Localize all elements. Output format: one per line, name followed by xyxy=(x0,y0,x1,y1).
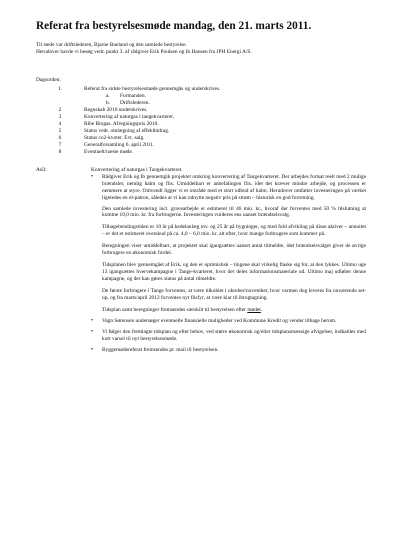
agenda-sub-letter: b. xyxy=(106,100,111,106)
section-label: Ad3: xyxy=(36,167,47,173)
agenda-item xyxy=(36,142,366,149)
agenda-text: Eventuelt/næste møde. xyxy=(84,149,134,155)
bullet-text: Byggemødereferat fremsendes pr. mail til bestyrelsen. xyxy=(102,347,219,354)
bullet-list xyxy=(91,174,366,202)
bullet-icon: • xyxy=(91,329,94,336)
agenda-text: Generalforsamling 6. april 2011. xyxy=(84,142,155,148)
bullet-item xyxy=(91,347,366,354)
agenda-text: Status co2-kvoter. Evt. salg. xyxy=(84,135,145,141)
intro-visitors: Herudover havde vi besøg vedr. punkt 3. af rådgiver Erik Poulsen og Ib Hansen fra JPH Energi A/S. xyxy=(36,49,252,56)
agenda-item xyxy=(36,149,366,156)
agenda-sub-text: Formanden. xyxy=(120,93,146,99)
section-heading: Konvertering af naturgas i Tangekvarteret. xyxy=(91,167,183,173)
bullet-icon: • xyxy=(91,318,94,325)
agenda-text: Referat fra sidste bestyrelsesmøde gennemgås og underskrives. xyxy=(84,86,221,92)
bullet-icon: • xyxy=(91,347,94,354)
agenda-number: 3 xyxy=(58,114,62,120)
agenda-sub-letter: a. xyxy=(106,93,110,99)
note-text: Tidsplan samt beregninger fremsendes særskilt til bestyrelsen efter xyxy=(102,306,248,313)
intro-attendees: Til stede var driftslederen, Bjarne Bueland og den samlede bestyrelse. xyxy=(36,42,187,48)
agenda-item xyxy=(36,114,366,121)
agenda-item xyxy=(36,107,366,114)
bullet-item xyxy=(91,329,366,343)
intro-block xyxy=(36,42,252,57)
agenda-number: 7 xyxy=(58,142,62,148)
agenda-text: Konvertering af naturgas i tangekvarteret. xyxy=(84,114,175,120)
agenda-number: 5 xyxy=(58,128,62,134)
agenda-number: 4 xyxy=(58,121,62,127)
agenda-text: Ribe Biogas. Afregningspris 2010. xyxy=(84,121,159,127)
bullet-list xyxy=(91,318,366,354)
note-end: . xyxy=(260,306,263,313)
agenda-item xyxy=(36,86,366,93)
agenda-subitem xyxy=(36,93,366,100)
agenda-text: Regnskab 2010 underskrives. xyxy=(84,107,148,113)
agenda-item xyxy=(36,128,366,135)
bullet-text: Vi følger den fremlagte tidsplan og efter behov, ved større økonomisk og/eller tidsplansmæssige afvigelser, indkaldes med kort varsel til nyt bestyrelsesmøde. xyxy=(102,329,366,343)
agenda-number: 2 xyxy=(58,107,62,113)
paragraph-schedule-note xyxy=(102,307,366,314)
section-ad3 xyxy=(36,167,366,358)
bullet-text: Rådgiver Erik og Ib gennemgik projektet omkring konvertering af Tangekvarteret. Der arbejdes fortsat reelt med 2 mulige brændsler, nemlig halm og flis. Umiddelbart er anbefalingen flis, idet det kræver mindre arbejde, og processen er nemmere at styre. Omvendt ligger vi et område med et stort udbud af halm. Herudover omfatter investeringen på værket ligeledes en el-patron, således at vi kan udnytte negativ pris på strøm – historisk en god forretning. xyxy=(102,173,366,201)
agenda-number: 1. xyxy=(57,86,63,92)
bullet-item xyxy=(91,174,366,202)
note-underlined: mødet xyxy=(247,306,261,313)
paragraph-first-consumers: De første forbrugere i Tange forventes, at være tilkoblet i oktober/november, hvor varmen dog leveres fra nuværende set-up, og fra marts/april 2012 forventes nyt flisfyr, at være klar til ibrugtagning. xyxy=(102,287,366,301)
paragraph-schedule: Tidsplanen blev gennemgået af Erik, og den er optimistisk – tingene skal virkelig flaske sig for, at den lykkes. Ultimo uge 13 igangsættes hvervekampagne i Tange-kvarteret, hvor der deles informationsmateriale ud. Ultimo maj udløber denne kampagne, og der kan gøres status på antal tilmeldte. xyxy=(102,261,366,282)
agenda-heading: Dagsorden: xyxy=(36,77,61,83)
bullet-text: Vagn Sørensen undersøger eventuelle finansielle muligheder ved Kommune Kredit og vender tilbage herom. xyxy=(102,318,337,325)
paragraph-payback: Tilbagebetalingstiden er 10 år på kedelanlæg mv. og 25 år på bygninger, og med fuld afvikling på disse aktiver – annuitet – er det et estimeret overskud på ca. 4,0 – 6,0 mio. kr. alt efter, hvor mange forbrugere som kommer på. xyxy=(102,224,366,238)
agenda-text: Status vedr. omlægning af effektbidrag. xyxy=(84,128,170,134)
agenda-subitem xyxy=(36,100,366,107)
bullet-icon: • xyxy=(91,173,94,180)
agenda-number: 6 xyxy=(58,135,62,141)
agenda-number: 8 xyxy=(58,149,62,155)
agenda-item xyxy=(36,135,366,142)
document-title: Referat fra bestyrelsesmøde mandag, den 21. marts 2011. xyxy=(36,20,312,32)
paragraph-investment: Den samlede investering incl. gravearbejde er estimeret til 46 mio. kr., hvoraf der forventes med 50 % tilslutning at komme 10,0 mio. kr. fra forbrugerne. Investeringen vurderes ens uanset brændselsvalg. xyxy=(102,205,366,219)
agenda-item xyxy=(36,121,366,128)
agenda-sub-text: Driftslederen. xyxy=(120,100,150,106)
agenda-list xyxy=(36,86,366,156)
section-header xyxy=(36,167,366,174)
bullet-item xyxy=(91,318,366,325)
paragraph-calculation: Beregningen viser umiddelbart, at projektet skal igangsættes uanset antal tilmeldte, idet brændselsvalget giver de øvrige forbrugere en økonomisk fordel. xyxy=(102,243,366,257)
